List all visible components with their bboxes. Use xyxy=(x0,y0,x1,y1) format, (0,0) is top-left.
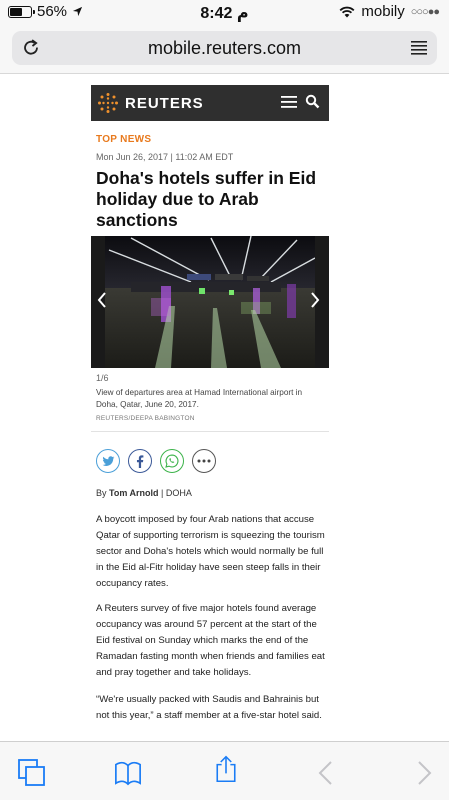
site-header xyxy=(91,85,329,121)
previous-photo-icon[interactable] xyxy=(96,291,108,309)
tabs-icon[interactable] xyxy=(18,759,46,787)
wifi-icon xyxy=(339,6,355,18)
photo-caption: View of departures area at Hamad International airport in Doha, Qatar, June 20, 2017. xyxy=(96,388,303,409)
url-text[interactable]: mobile.reuters.com xyxy=(147,38,302,58)
divider xyxy=(91,431,329,432)
article-date: Mon Jun 26, 2017 | 11:02 AM EDT xyxy=(96,152,234,162)
photo-credit: REUTERS/DEEPA BABINGTON xyxy=(96,415,195,422)
search-icon[interactable] xyxy=(305,94,320,109)
twitter-share-button[interactable] xyxy=(96,449,120,473)
byline-location: | DOHA xyxy=(161,488,192,498)
twitter-icon xyxy=(102,456,115,467)
share-buttons xyxy=(96,449,216,473)
article-paragraph: “We're usually packed with Saudis and Bahrainis but not this year,” a staff member at a five-star hotel said. xyxy=(96,694,322,721)
article-paragraph: A boycott imposed by four Arab nations that accuse Qatar of supporting terrorism is squeezing the tourism sector and Doha's hotels which would normally be full in the Eid al-Fitr holiday have seen steep falls in their occupancy rates. xyxy=(96,514,325,589)
forward-icon[interactable] xyxy=(410,759,438,787)
whatsapp-icon xyxy=(165,454,179,468)
share-icon[interactable] xyxy=(212,755,240,783)
bookmarks-icon[interactable] xyxy=(114,759,142,787)
article-paragraph: A Reuters survey of five major hotels found average occupancy was around 57 percent at the start of the Eid festival on Sunday which marks the end of the Ramadan fasting month when friends and families eat and pray together and take holidays. xyxy=(96,603,325,678)
battery-percent: 56% xyxy=(37,3,68,20)
address-bar[interactable] xyxy=(12,31,437,65)
address-bar-area xyxy=(0,24,449,74)
whatsapp-share-button[interactable] xyxy=(160,449,184,473)
facebook-share-button[interactable] xyxy=(128,449,152,473)
byline xyxy=(96,488,192,498)
status-right xyxy=(339,3,439,20)
signal-strength: ○○○●● xyxy=(410,5,439,18)
brand-name: REUTERS xyxy=(125,94,204,112)
author-name[interactable]: Tom Arnold xyxy=(109,488,159,498)
article-headline: Doha's hotels suffer in Eid holiday due to Arab sanctions xyxy=(96,168,317,230)
reuters-logo-icon xyxy=(97,92,119,114)
clock: 8:42 م xyxy=(200,5,249,22)
web-page xyxy=(0,75,449,741)
carrier-name: mobily xyxy=(361,3,405,20)
menu-icon[interactable] xyxy=(281,95,297,109)
facebook-icon xyxy=(136,455,144,468)
browser-toolbar xyxy=(0,741,449,800)
status-bar xyxy=(0,0,449,24)
photo-slideshow[interactable] xyxy=(91,236,329,368)
more-icon xyxy=(197,459,211,463)
next-photo-icon[interactable] xyxy=(309,291,321,309)
byline-prefix: By xyxy=(96,488,107,498)
section-label[interactable]: TOP NEWS xyxy=(96,134,152,145)
photo-counter: 1/6 xyxy=(96,373,109,383)
more-share-button[interactable] xyxy=(192,449,216,473)
reuters-logo[interactable] xyxy=(97,92,204,114)
airport-departures-photo xyxy=(91,236,329,368)
reader-view-icon[interactable] xyxy=(410,39,428,57)
back-icon[interactable] xyxy=(313,759,341,787)
